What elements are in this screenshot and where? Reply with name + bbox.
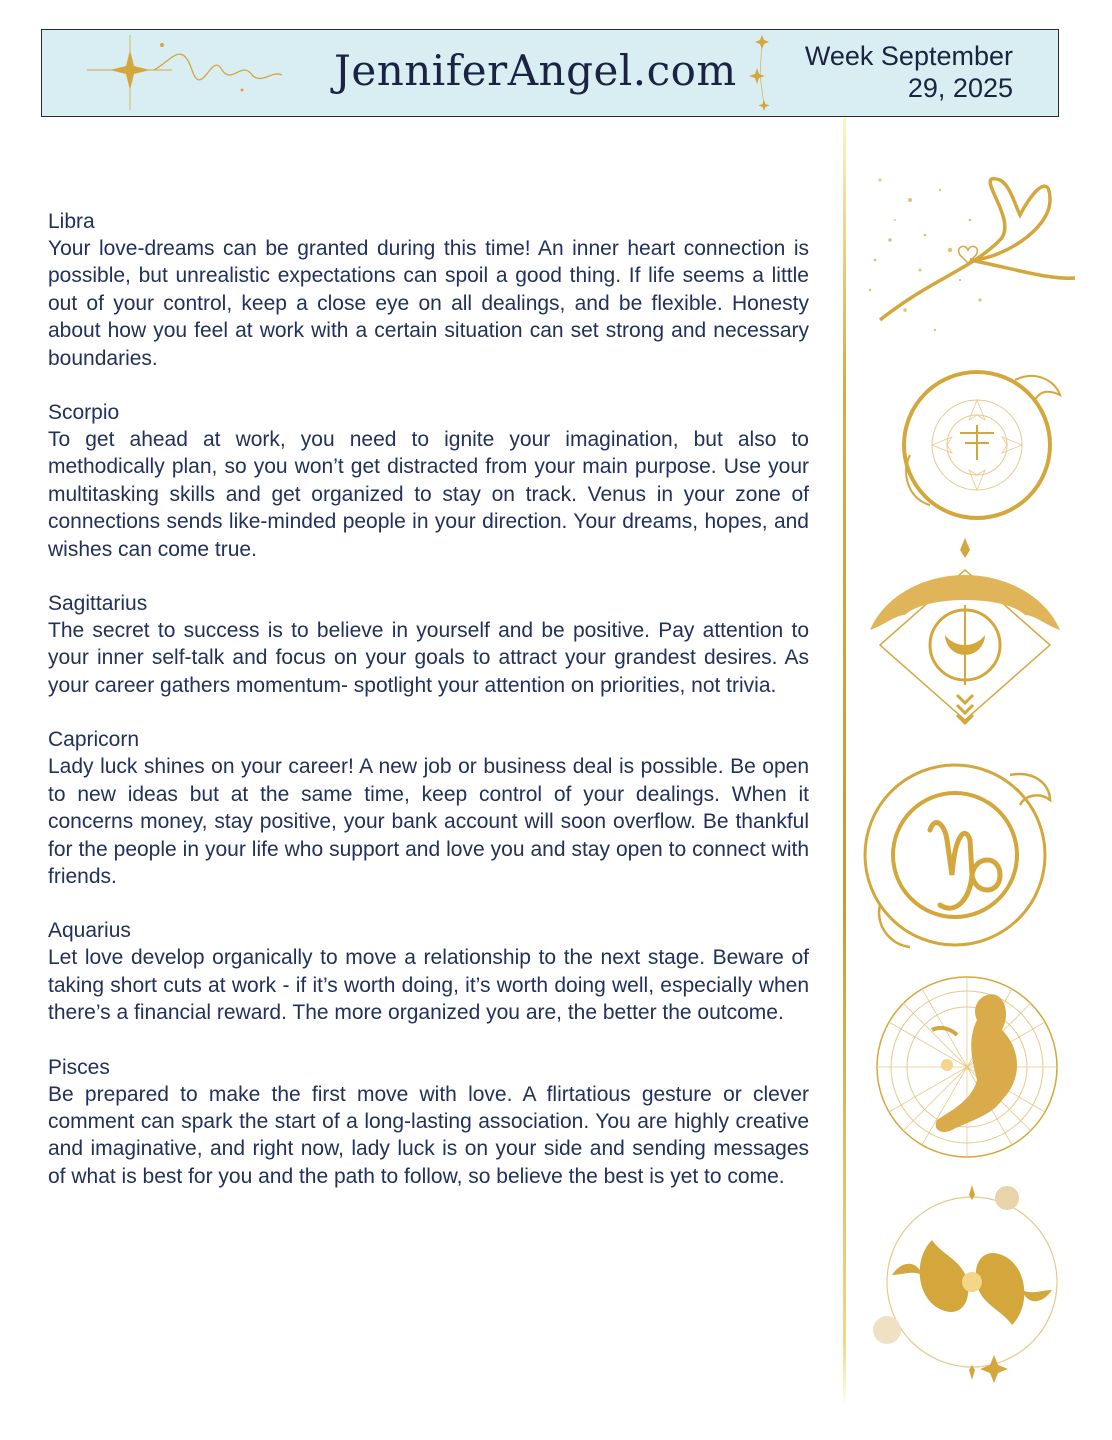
- sign-name: Aquarius: [48, 919, 131, 943]
- sign-section-capricorn: [48, 726, 809, 890]
- sagittarius-bow-icon: [865, 535, 1065, 735]
- sign-name: Libra: [48, 210, 95, 233]
- site-title: JenniferAngel.com: [334, 46, 737, 95]
- sign-section-scorpio: [48, 399, 809, 563]
- sign-section-libra: [48, 208, 809, 372]
- week-line-2: 29, 2025: [907, 73, 1013, 103]
- sign-text: Your love-dreams can be granted during this time! An inner heart connection is possible, but unrealistic expectations can spoil a good thing. If life seems a little out of your control, keep a close eye on all dealings, and be flexible. Honesty about how you feel at work with a certain situation can set strong and necessary boundaries.: [48, 237, 809, 370]
- capricorn-glyph-icon: [860, 755, 1060, 955]
- sign-name: Capricorn: [48, 728, 140, 752]
- aquarius-zodiac-wheel-icon: [872, 970, 1062, 1165]
- sign-text: The secret to success is to believe in yourself and be positive. Pay attention to your inner self-talk and focus on your goals to attract your grandest desires. As your career gathers momentum- spotlight your attention on priorities, not trivia.: [48, 619, 809, 697]
- header-banner: [41, 29, 1059, 117]
- sign-text: Lady luck shines on your career! A new job or business deal is possible. Be open to new ideas but at the same time, keep control of your dealings. When it concerns money, stay positive, your bank account will soon overflow. Be thankful for the people in your life who support and love you and stay open to connect with friends.: [48, 755, 809, 888]
- sign-section-aquarius: [48, 917, 809, 1026]
- sign-name: Scorpio: [48, 401, 120, 425]
- sign-name: Pisces: [48, 1055, 110, 1079]
- sign-section-sagittarius: [48, 590, 809, 699]
- week-line-1: Week September: [804, 41, 1013, 71]
- sign-text: Be prepared to make the first move with love. A flirtatious gesture or clever comment can spark the start of a long-lasting association. You are highly creative and imaginative, and right now, lady luck is on your side and sending messages of what is best for you and the path to follow, so believe the best is yet to come.: [48, 1082, 809, 1188]
- gold-divider-line: [843, 118, 846, 1408]
- star-moon-decoration-icon: [42, 30, 342, 116]
- gold-heart-icon: [850, 160, 1080, 350]
- sign-section-pisces: [48, 1054, 809, 1191]
- horoscope-content: [48, 208, 809, 1217]
- week-date: [805, 40, 1013, 104]
- sign-text: Let love develop organically to move a relationship to the next stage. Beware of taking short cuts at work - if it’s worth doing, it’s worth doing well, especially when there’s a financial reward. The more organized you are, the better the outcome.: [48, 946, 809, 1025]
- libra-mandala-icon: [885, 365, 1070, 525]
- sign-name: Sagittarius: [48, 592, 148, 616]
- pisces-fish-icon: [872, 1180, 1082, 1395]
- sign-text: To get ahead at work, you need to ignite your imagination, but also to methodically plan, so you won’t get distracted from your main purpose. Use your multitasking skills and get organized to stay on track. Venus in your zone of connections sends like-minded people in your direction. Your dreams, hopes, and wishes can come true.: [48, 428, 809, 561]
